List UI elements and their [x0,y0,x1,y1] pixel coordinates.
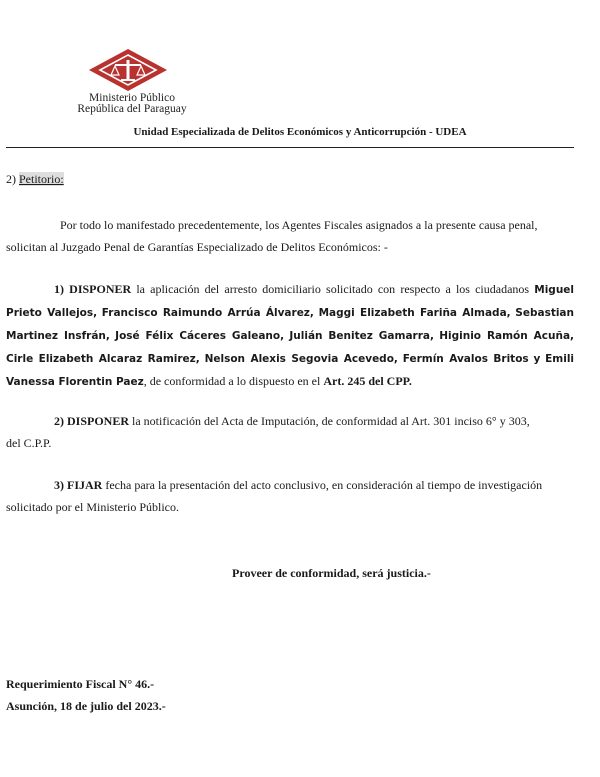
item1-number: 1) [54,282,64,296]
item1-name: Nelson Alexis Segovia Acevedo, [204,353,398,365]
item2-text: la notificación del Acta de Imputación, de conformidad al Art. 301 inciso 6° y 303, [132,414,530,428]
item3-text2: solicitado por el Ministerio Público. [6,500,179,514]
section-title: Petitorio: [19,172,64,186]
item1-name: y [533,353,541,365]
section-heading [6,172,64,187]
item1-name: Julián Benitez Gamarra, [289,330,434,342]
item3-verb: FIJAR [67,478,103,492]
intro-line1: Por todo lo manifestado precedentemente, los Agentes Fiscales asignados a la presente causa penal, [60,218,538,232]
item1-verb: DISPONER [69,282,132,296]
item1-name: Higinio Ramón Acuña, [439,330,575,342]
item1-name: Cirle Elizabeth Alcaraz Ramirez, [6,353,200,365]
item1-name: Francisco Raimundo Arrúa Álvarez, [101,307,314,319]
org-name-line2: República del Paraguay [77,103,187,115]
item3-number: 3) [54,478,64,492]
ministerio-publico-logo-icon [88,48,168,92]
section-number: 2) [6,172,16,186]
item1-name: Sebastian Martinez Insfrán, [6,307,574,342]
item1-article: Art. 245 del CPP. [323,374,412,388]
item3-text: fecha para la presentación del acto conclusivo, en consideración al tiempo de investigación [105,478,543,492]
organization-name [62,93,202,115]
item2-text2: del C.P.P. [6,436,52,450]
item1-tail: , de conformidad a lo dispuesto en el [143,374,321,388]
intro-line2: solicitan al Juzgado Penal de Garantías Especializado de Delitos Económicos: - [6,240,388,254]
document-date: Asunción, 18 de julio del 2023.- [6,699,166,713]
item1-name: Fermín Avalos Britos [402,353,529,365]
item2-paragraph [6,410,574,454]
closing-statement: Proveer de conformidad, será justicia.- [232,566,431,580]
unit-title: Unidad Especializada de Delitos Económicos y Anticorrupción - UDEA [133,126,467,138]
requirement-number: Requerimiento Fiscal N° 46.- [6,677,155,691]
item2-verb: DISPONER [67,414,130,428]
org-name-line1: Ministerio Público [89,92,175,104]
item1-name: Maggi Elizabeth Fariña Almada, [318,307,511,319]
item1-name: Emili Vanessa Florentin Paez [6,353,575,388]
item3-paragraph [6,474,574,518]
header-divider [6,147,574,148]
item1-paragraph [6,278,574,393]
intro-paragraph [6,214,574,258]
item2-number: 2) [54,414,64,428]
item1-text: la aplicación del arresto domiciliario solicitado con respecto a los ciudadanos [136,282,530,296]
item1-name: José Félix Cáceres Galeano, [115,330,285,342]
item1-name: Miguel Prieto Vallejos, [6,284,575,319]
